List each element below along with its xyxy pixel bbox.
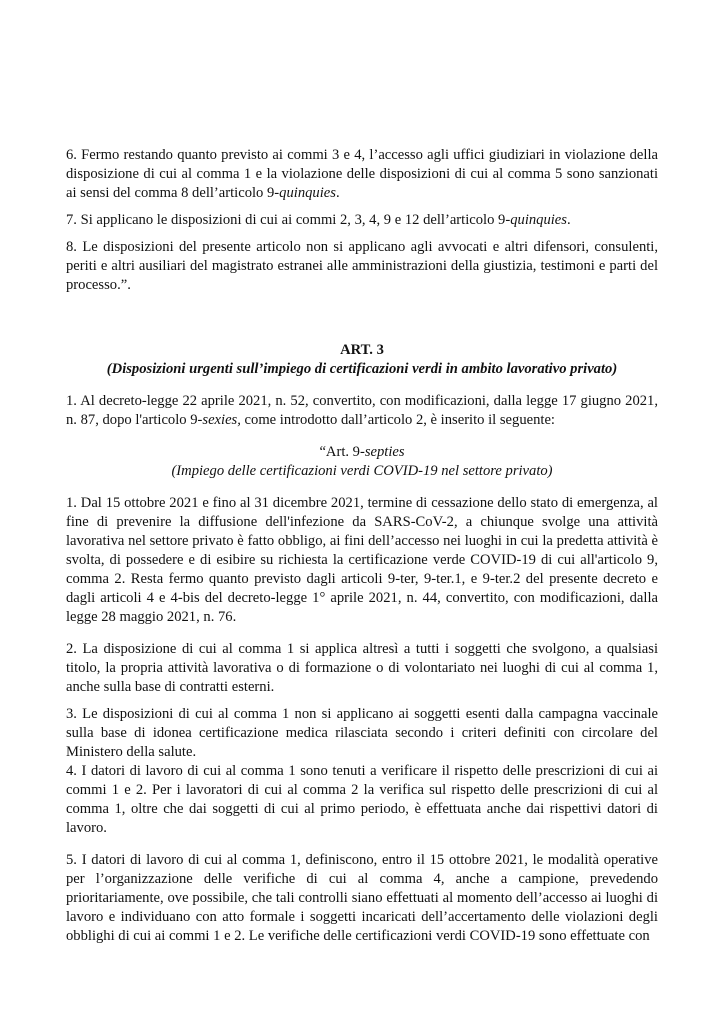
inserted-article-subtitle: (Impiego delle certificazioni verdi COVID-19 nel settore privato) [171,463,553,479]
title-italic: septies [364,444,405,460]
inserted-article-title [66,443,658,462]
inserted-paragraph-1: 1. Dal 15 ottobre 2021 e fino al 31 dicembre 2021, termine di cessazione dello stato di emergenza, al fine di prevenire la diffusione dell'infezione da SARS-CoV-2, a chiunque svolge una attività lavorativa nel settore privato è fatto obbligo, ai fini dell’accesso nei luoghi in cui la predetta attività è svolta, di possedere e di esibire su richiesta la certificazione verde COVID-19 di cui all'articolo 9, comma 2. Resta fermo quanto previsto dagli articoli 9-ter, 9-ter.1, e 9-ter.2 del presente decreto e dagli articoli 4 e 4-bis del decreto-legge 1° aprile 2021, n. 44, convertito, con modificazioni, dalla legge 28 maggio 2021, n. 76. [66,495,658,625]
paragraph-end: come introdotto dall’articolo 2, è inserito il seguente: [240,412,555,428]
paragraph-8: 8. Le disposizioni del presente articolo non si applicano agli avvocati e altri difensori, consulenti, periti e altri ausiliari del magistrato estranei alle amministrazioni della giustizia, testimoni e parti del processo.”. [66,239,658,293]
paragraph-end: . [566,212,571,228]
paragraph-7 [66,211,658,230]
article-title: ART. 3 [340,342,384,358]
inserted-paragraph-3: 3. Le disposizioni di cui al comma 1 non si applicano ai soggetti esenti dalla campagna vaccinale sulla base di idonea certificazione medica rilasciata secondo i criteri definiti con circolare del Ministero della salute. [66,706,658,760]
paragraph-text: 1. Al decreto-legge 22 aprile 2021, n. 52, convertito, con modificazioni, dalla legge 17 giugno 2021, n. 87, dopo l'articolo 9- [66,393,658,428]
article-paragraph-1 [66,392,658,430]
title-prefix: “Art. 9- [319,444,365,460]
italic-term: sexies, [202,412,241,428]
italic-term: quinquies [279,185,336,201]
article-subtitle: (Disposizioni urgenti sull’impiego di certificazioni verdi in ambito lavorativo privato) [106,361,618,377]
inserted-paragraph-2: 2. La disposizione di cui al comma 1 si applica altresì a tutti i soggetti che svolgono, a qualsiasi titolo, la propria attività lavorativa o di formazione o di volontariato nei luoghi di cui al comma 1, anche sulla base di contratti esterni. [66,641,658,695]
paragraph-6 [66,146,658,203]
italic-term: quinquies [510,212,567,228]
paragraph-end: . [335,185,340,201]
inserted-paragraph-4: 4. I datori di lavoro di cui al comma 1 sono tenuti a verificare il rispetto delle prescrizioni di cui ai commi 1 e 2. Per i lavoratori di cui al comma 2 la verifica sul rispetto delle prescrizioni di cui al comma 1, oltre che dai soggetti di cui al primo periodo, è effettuata anche dai rispettivi datori di lavoro. [66,763,658,836]
paragraph-text: 7. Si applicano le disposizioni di cui ai commi 2, 3, 4, 9 e 12 dell’articolo 9- [66,212,511,228]
paragraph-text: 6. Fermo restando quanto previsto ai commi 3 e 4, l’accesso agli uffici giudiziari in violazione della disposizione di cui al comma 1 e la violazione delle disposizioni di cui al comma 5 sono sanzionati ai sensi del comma 8 dell’articolo 9- [66,147,658,201]
inserted-paragraph-5: 5. I datori di lavoro di cui al comma 1, definiscono, entro il 15 ottobre 2021, le modalità operative per l’organizzazione delle verifiche di cui al comma 4, anche a campione, prevedendo prioritariamente, ove possibile, che tali controlli siano effettuati al momento dell’accesso ai luoghi di lavoro e individuano con atto formale i soggetti incaricati dell’accertamento delle violazioni degli obblighi di cui ai commi 1 e 2. Le verifiche delle certificazioni verdi COVID-19 sono effettuate con [66,852,658,944]
document-page [66,146,658,946]
